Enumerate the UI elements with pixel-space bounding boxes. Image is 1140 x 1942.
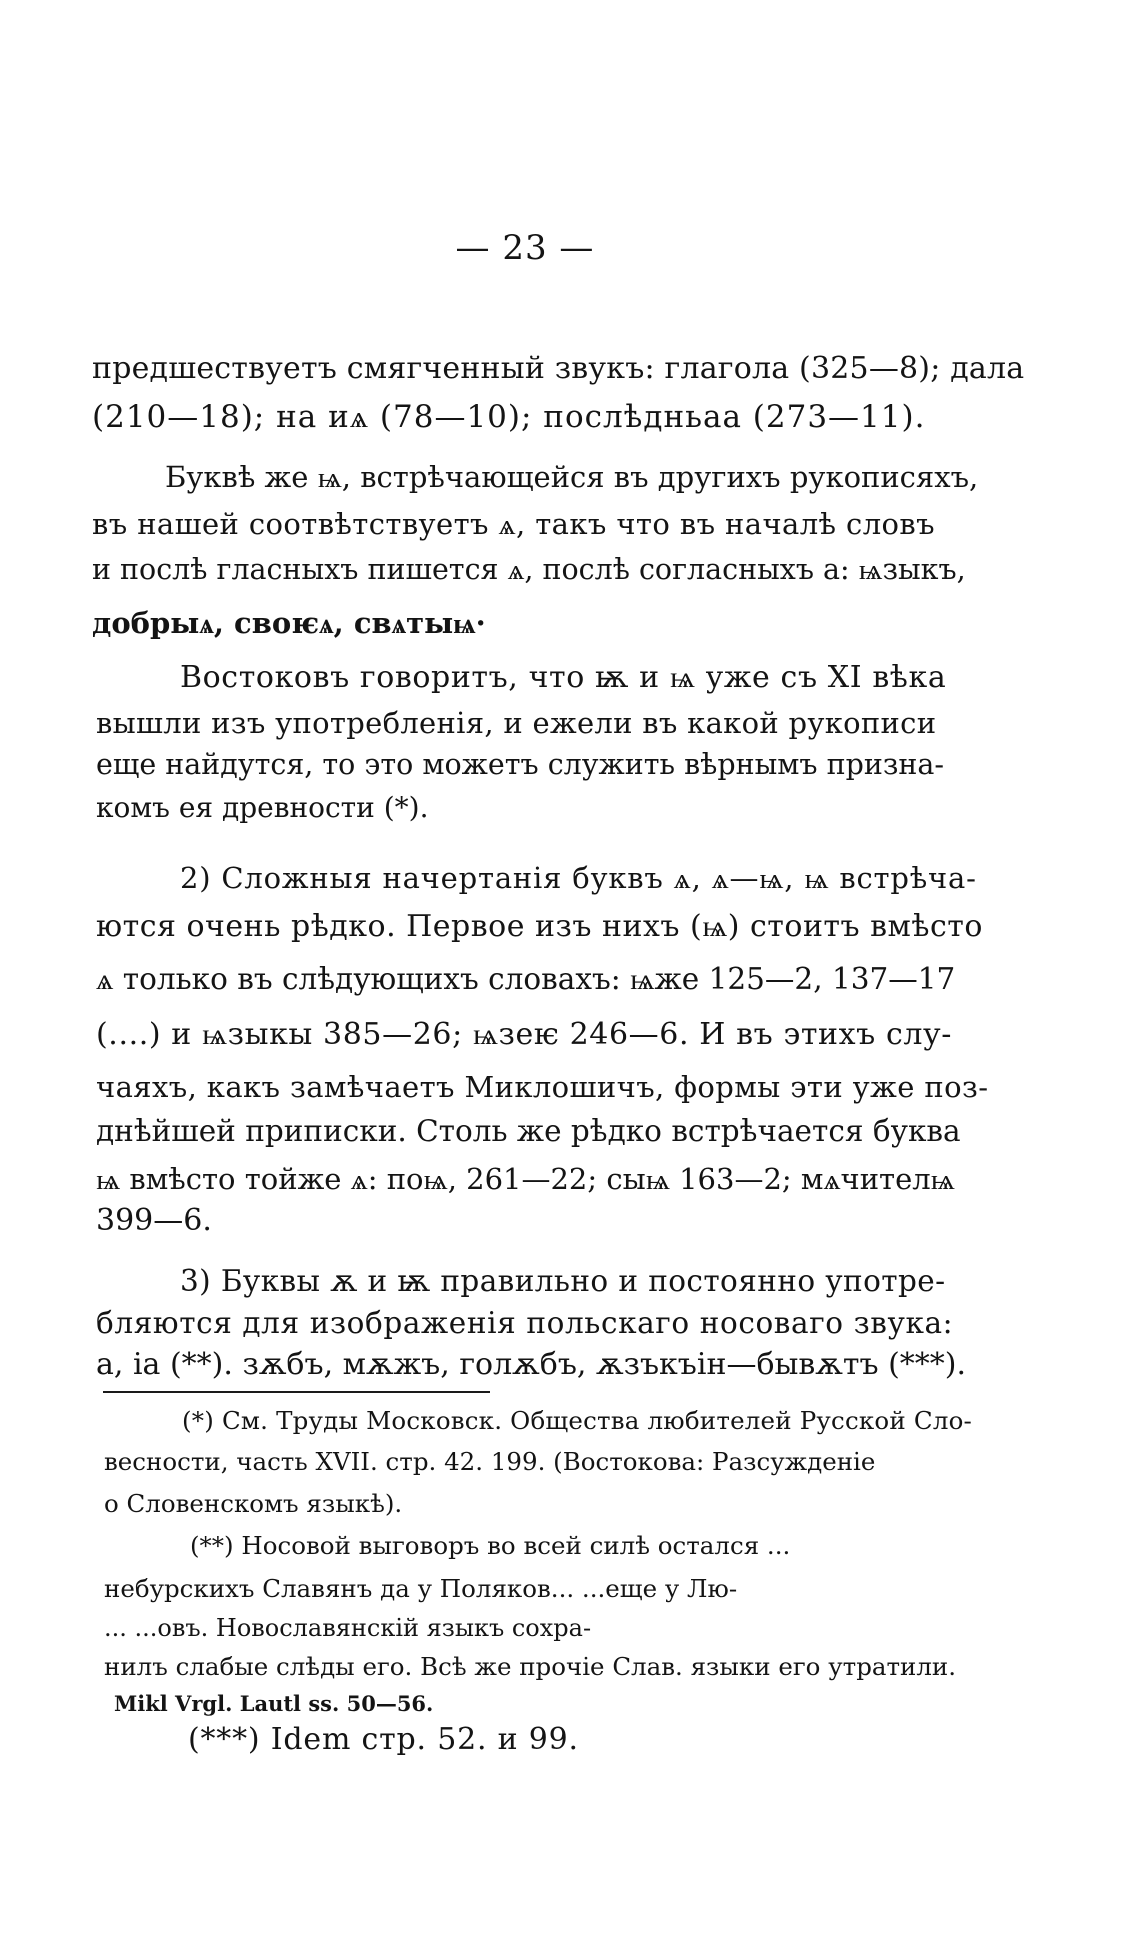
footnote-line: небурскихъ Славянъ да у Поляков... ...еще у Лю- — [104, 1574, 738, 1603]
body-line: Буквѣ же ѩ, встрѣчающейся въ другихъ рукописяхъ, — [165, 460, 979, 494]
body-line: еще найдутся, то это можетъ служить вѣрнымъ призна- — [96, 748, 945, 781]
body-line: ѩ вмѣсто тойже ѧ: поѩ, 261—22; сыѩ 163—2; мѧчителѩ — [96, 1162, 955, 1196]
body-line: чаяхъ, какъ замѣчаетъ Миклошичъ, формы эти уже поз- — [96, 1070, 989, 1104]
footnote-line: (*) См. Труды Московск. Общества любителей Русской Сло- — [182, 1406, 973, 1435]
body-line: 3) Буквы ѫ и ѭ правильно и постоянно употре- — [180, 1264, 946, 1298]
body-line: и послѣ гласныхъ пишется ѧ, послѣ согласныхъ а: ѩзыкъ, — [92, 553, 966, 586]
body-line: ѧ только въ слѣдующихъ словахъ: ѩже 125—2, 137—17 — [96, 962, 956, 996]
footnote-divider — [103, 1391, 490, 1393]
page-number: — 23 — — [455, 228, 595, 268]
body-line: а, іа (**). зѫбъ, мѫжъ, голѫбъ, ѫзъкъін—бывѫтъ (***). — [96, 1347, 967, 1382]
footnote-line: нилъ слабые слѣды его. Всѣ же прочіе Слав. языки его утратили. — [104, 1652, 957, 1681]
body-line: въ нашей соотвѣтствуетъ ѧ, такъ что въ началѣ словъ — [92, 507, 935, 541]
body-line: бляются для изображенія польскаго носоваго звука: — [96, 1306, 954, 1340]
footnote-line: (***) Idem стр. 52. и 99. — [188, 1722, 579, 1757]
footnote-line: о Словенскомъ языкѣ). — [104, 1489, 403, 1518]
body-line: (....) и ѩзыкы 385—26; ѩзеѥ 246—6. И въ этихъ слу- — [96, 1017, 953, 1052]
body-line: ются очень рѣдко. Первое изъ нихъ (ѩ) стоитъ вмѣсто — [96, 909, 983, 944]
body-line: вышли изъ употребленія, и ежели въ какой рукописи — [96, 706, 937, 740]
body-line: комъ ея древности (*). — [96, 791, 429, 824]
body-line: 399—6. — [96, 1203, 212, 1238]
body-line: днѣйшей приписки. Столь же рѣдко встрѣчается буква — [96, 1114, 961, 1148]
footnote-line: весности, часть XVII. стр. 42. 199. (Востокова: Разсужденіе — [104, 1447, 876, 1476]
footnote-line: (**) Носовой выговоръ во всей силѣ остался ... — [190, 1531, 791, 1560]
body-line: добрыѧ, своѥѧ, свѧтыѩ· — [92, 606, 486, 640]
body-line: (210—18); на иѧ (78—10); послѣдньаа (273—11). — [92, 399, 926, 435]
body-line: предшествуетъ смягченный звукъ: глагола (325—8); дала — [92, 351, 1025, 386]
footnote-line: Mikl Vrgl. Lautl ss. 50—56. — [114, 1691, 434, 1716]
body-line: 2) Сложныя начертанія буквъ ѧ, ѧ—ѩ, ѩ встрѣча- — [180, 861, 977, 895]
body-line: Востоковъ говоритъ, что ѭ и ѩ уже съ XI вѣка — [180, 660, 947, 695]
footnote-line: ... ...овъ. Новославянскій языкъ сохра- — [104, 1614, 592, 1642]
